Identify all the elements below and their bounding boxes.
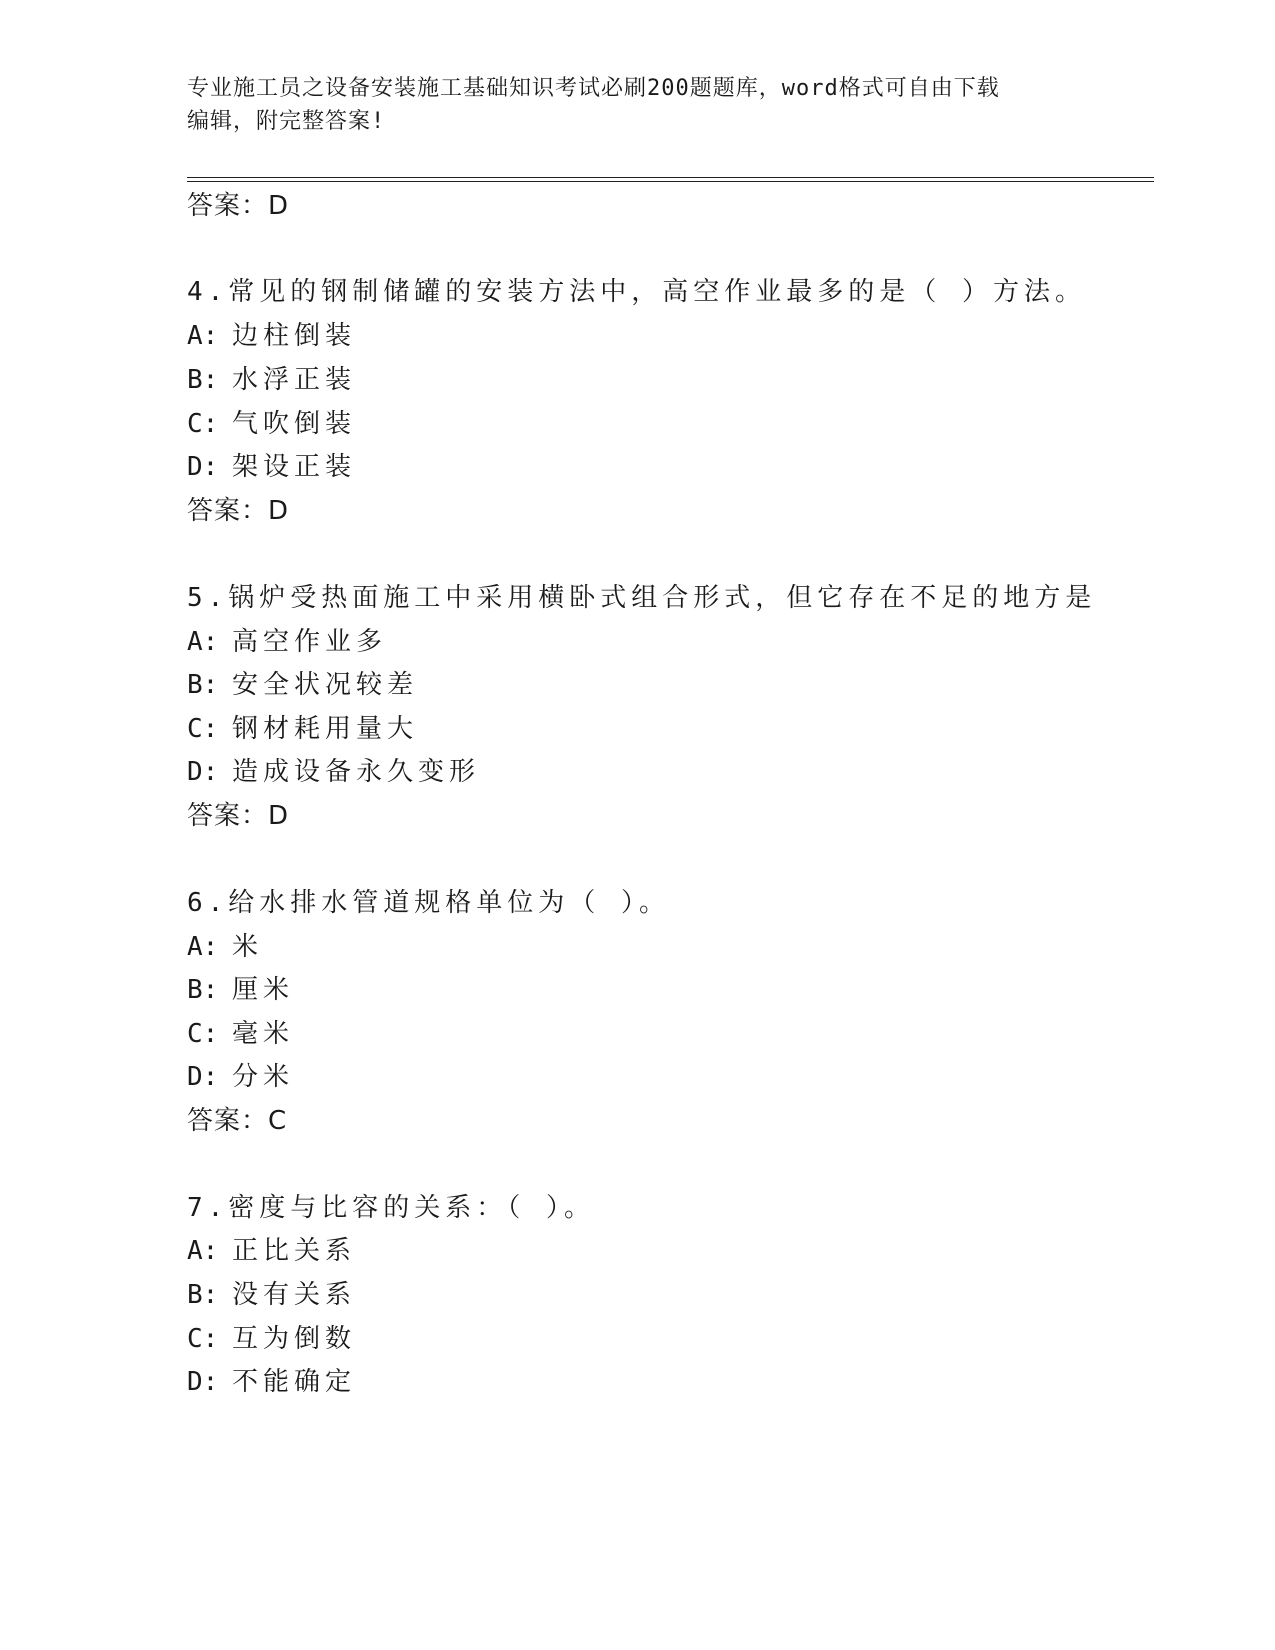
question-4-option-b: [187, 362, 356, 398]
option-text: 气吹倒装: [232, 409, 357, 439]
answer-q6: 答案：C: [187, 1106, 288, 1136]
question-5-option-b: [187, 667, 418, 703]
option-text: 安全状况较差: [232, 670, 419, 700]
question-4-option-d: [187, 449, 356, 485]
question-6-option-c: [187, 1016, 294, 1052]
question-7-option-c: [187, 1321, 356, 1357]
option-text: 造成设备永久变形: [232, 757, 481, 787]
question-7-text: 7.密度与比容的关系：（ ）。: [187, 1193, 595, 1223]
option-text: 毫米: [232, 1019, 295, 1049]
option-text: 钢材耗用量大: [232, 714, 419, 744]
option-letter: A:: [187, 321, 219, 351]
answer-q5: 答案：D: [187, 801, 290, 831]
question-5-text: 5.锅炉受热面施工中采用横卧式组合形式，但它存在不足的地方是: [187, 583, 1097, 613]
option-text: 米: [232, 932, 264, 962]
question-6-option-b: [187, 972, 294, 1008]
option-letter: C:: [187, 1324, 219, 1354]
question-4-text: 4.常见的钢制储罐的安装方法中，高空作业最多的是（ ）方法。: [187, 277, 1086, 307]
option-letter: D:: [187, 1367, 219, 1397]
option-text: 不能确定: [232, 1367, 357, 1397]
question-7-option-d: [187, 1364, 356, 1400]
header-title-line-2: 编辑，附完整答案!: [187, 109, 386, 134]
option-letter: B:: [187, 670, 219, 700]
option-text: 没有关系: [232, 1280, 357, 1310]
option-text: 分米: [232, 1062, 295, 1092]
option-text: 水浮正装: [232, 365, 357, 395]
question-5-option-c: [187, 711, 418, 747]
question-6-option-a: [187, 929, 263, 965]
option-letter: D:: [187, 1062, 219, 1092]
option-text: 厘米: [232, 975, 295, 1005]
header-title-line-1: 专业施工员之设备安装施工基础知识考试必刷200题题库，word格式可自由下载: [187, 76, 1000, 101]
question-7-option-b: [187, 1277, 356, 1313]
option-text: 边柱倒装: [232, 321, 357, 351]
option-letter: C:: [187, 714, 219, 744]
document-header: [187, 72, 1067, 138]
question-4-option-c: [187, 406, 356, 442]
question-6-option-d: [187, 1059, 294, 1095]
option-letter: B:: [187, 365, 219, 395]
option-letter: C:: [187, 409, 219, 439]
option-letter: A:: [187, 627, 219, 657]
option-text: 高空作业多: [232, 627, 388, 657]
header-divider: [187, 177, 1154, 182]
question-5-option-a: [187, 624, 387, 660]
question-6-text: 6.给水排水管道规格单位为（ ）。: [187, 888, 670, 918]
answer-q4: 答案：D: [187, 496, 290, 526]
option-letter: B:: [187, 975, 219, 1005]
option-text: 架设正装: [232, 452, 357, 482]
option-letter: A:: [187, 932, 219, 962]
option-letter: B:: [187, 1280, 219, 1310]
option-text: 互为倒数: [232, 1324, 357, 1354]
question-7-option-a: [187, 1233, 356, 1269]
option-letter: A:: [187, 1236, 219, 1266]
option-letter: D:: [187, 452, 219, 482]
option-letter: D:: [187, 757, 219, 787]
question-5-option-d: [187, 754, 480, 790]
question-4-option-a: [187, 318, 356, 354]
option-text: 正比关系: [232, 1236, 357, 1266]
answer-q3: 答案：D: [187, 191, 290, 221]
option-letter: C:: [187, 1019, 219, 1049]
